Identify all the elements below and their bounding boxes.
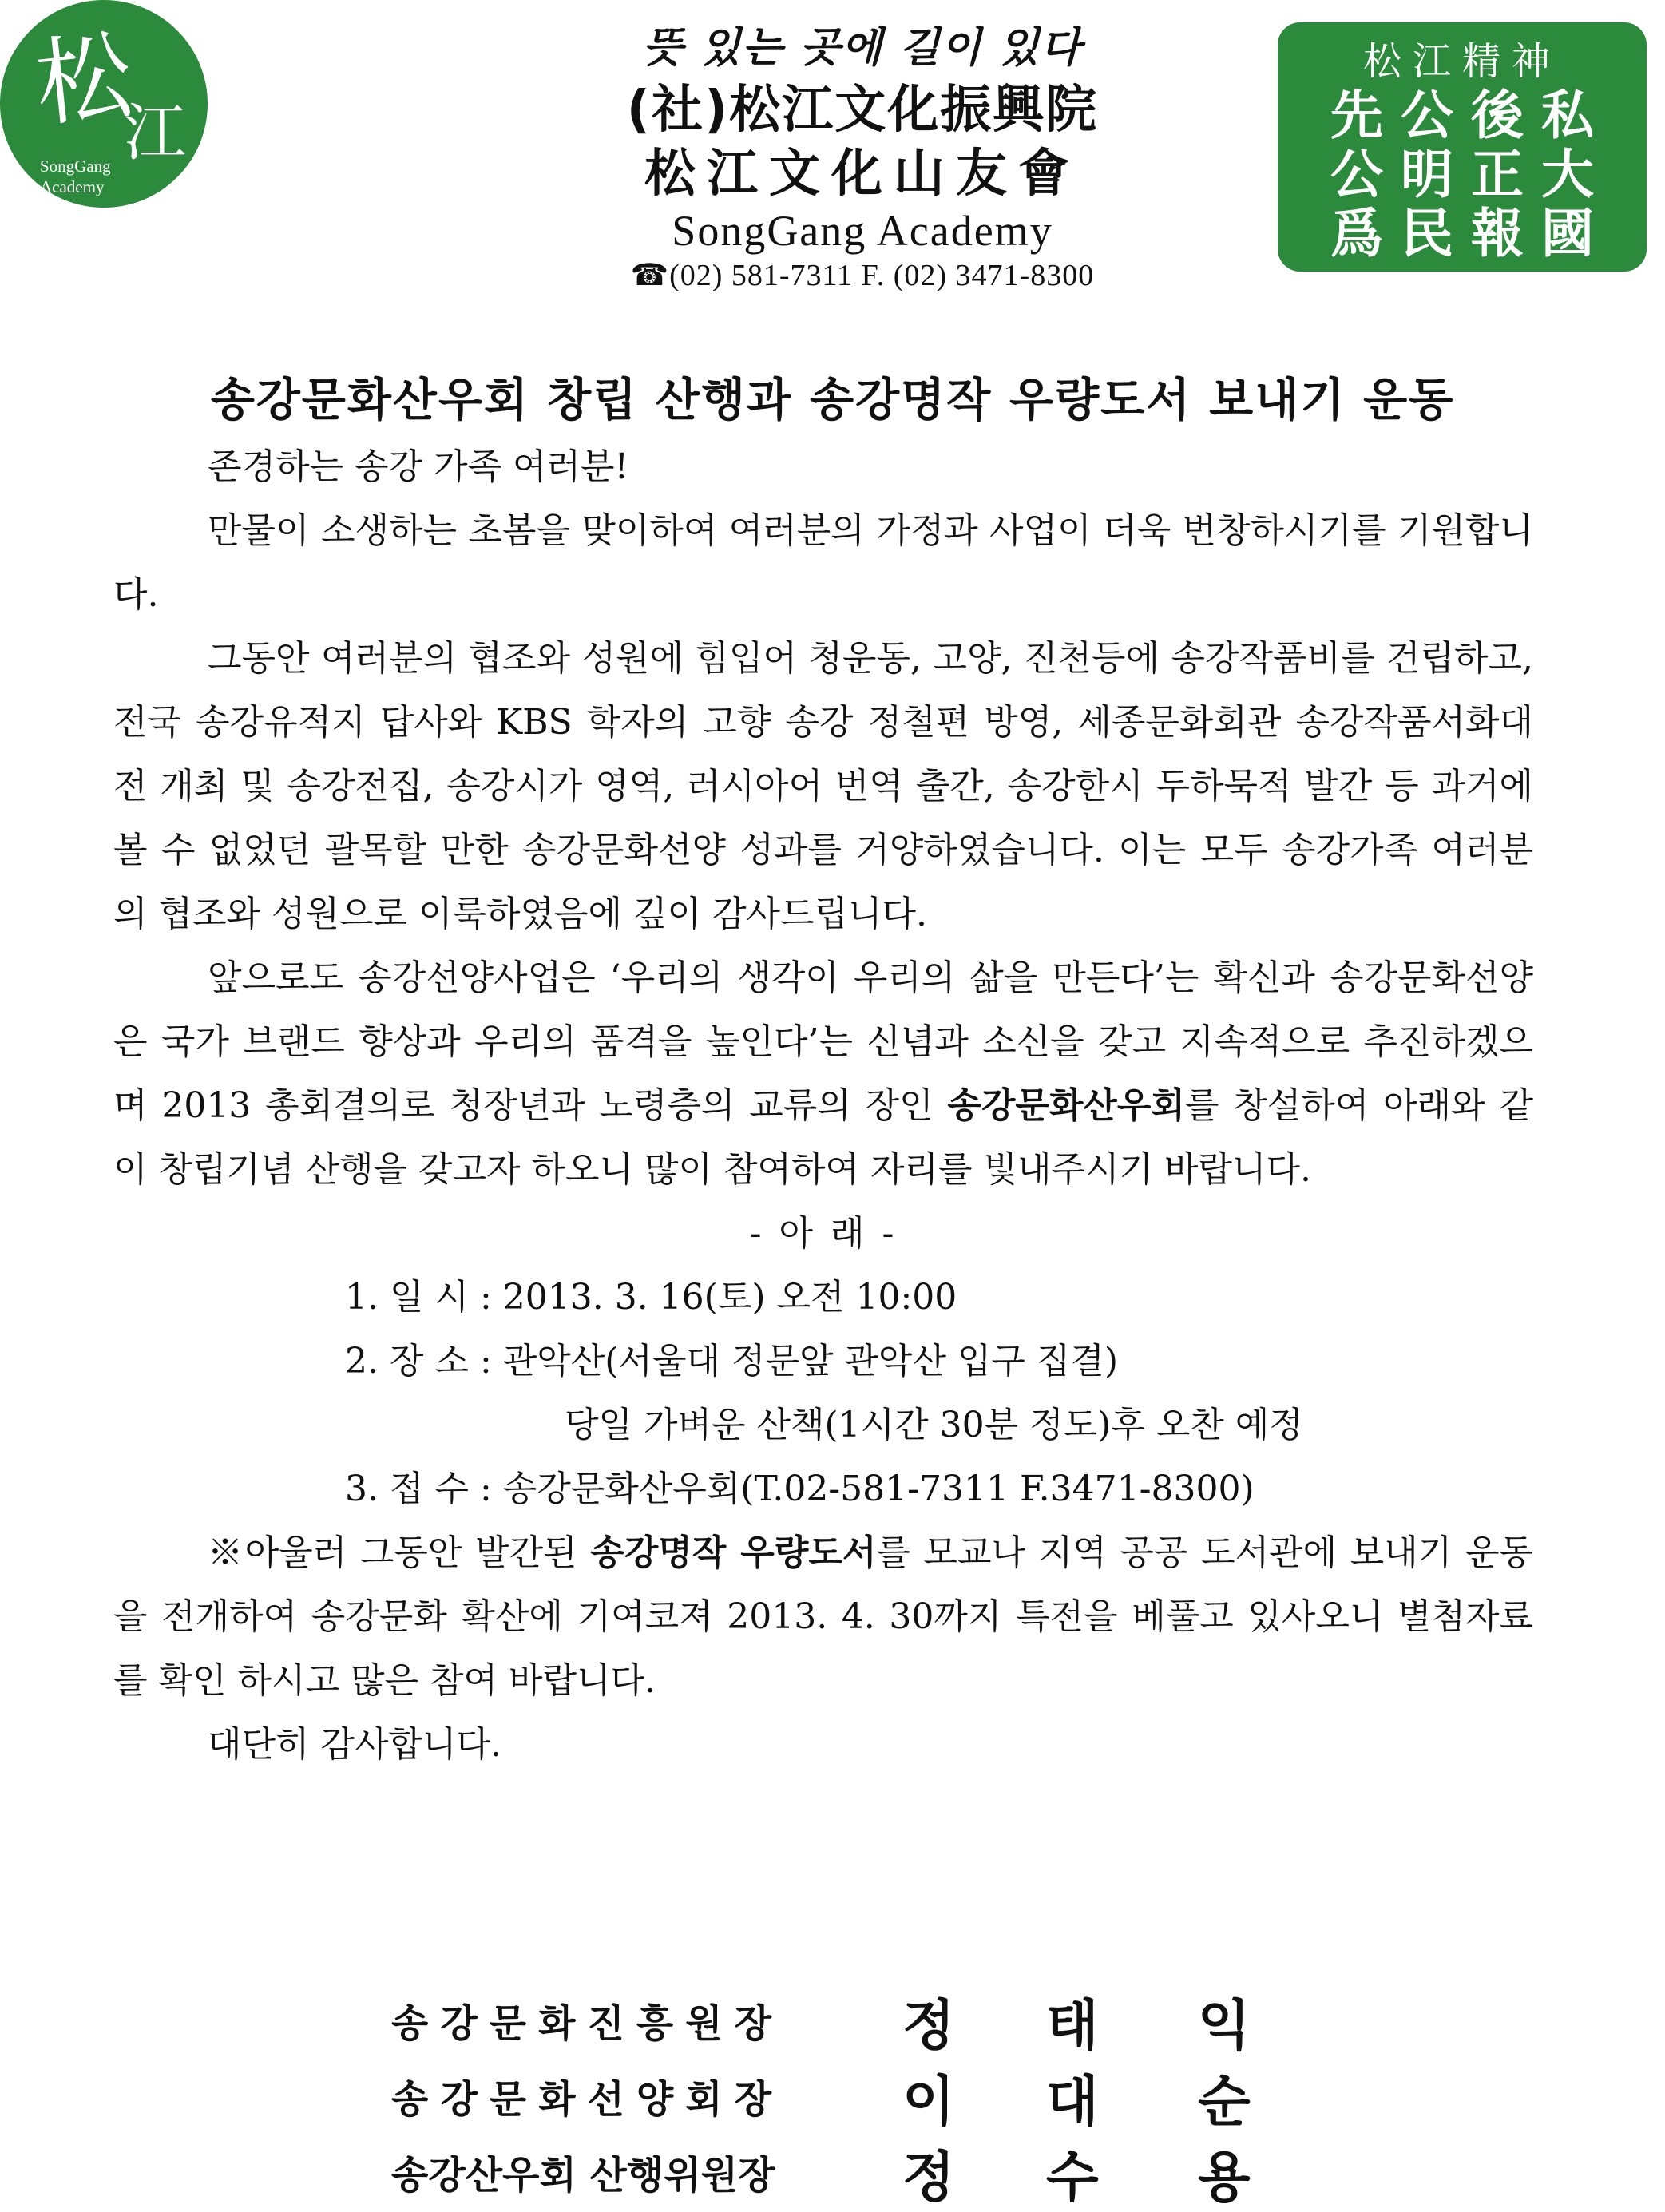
logo-calligraphy-main: 松	[30, 21, 131, 141]
organization-name: (社)松江文化振興院	[626, 81, 1099, 140]
note-paragraph	[113, 1521, 1533, 1713]
motto-title: 松江精神	[1362, 39, 1561, 84]
signature-name-char: 정	[902, 2147, 955, 2210]
logo-calligraphy-small: 江	[124, 97, 187, 169]
signature-name-char: 순	[1198, 2071, 1251, 2134]
signature-name-char: 태	[1046, 1995, 1099, 2058]
logo-text-line1: SongGang	[40, 157, 111, 176]
motto-line: 爲民報國	[1330, 203, 1611, 264]
signature-role: 송강산우회 산행위원장	[391, 2153, 775, 2198]
signature-role: 송강문화선양회장	[391, 2077, 783, 2122]
detail-item-place: 2. 장 소 : 관악산(서울대 정문앞 관악산 입구 집결)	[345, 1341, 1119, 1382]
signature-name-char: 수	[1046, 2147, 1099, 2210]
paragraph	[113, 946, 1533, 1202]
highlighted-org-name: 송강문화산우회	[947, 1085, 1185, 1126]
closing: 대단히 감사합니다.	[208, 1724, 502, 1765]
signature-name-char: 익	[1198, 1995, 1251, 2058]
detail-item-place-note: 당일 가벼운 산책(1시간 30분 정도)후 오찬 예정	[565, 1405, 1303, 1445]
note-text: 를 모교나 지역 공공 도서관에 보내기 운동을 전개하여 송강문화 확산에 기여코져 2013. 4. 30까지 특전을 베풀고 있사오니 별첨자료를 확인 하시고 많은 참여 바랍니다.	[113, 1532, 1533, 1701]
contact-info: ☎(02) 581-7311 F. (02) 3471-8300	[630, 259, 1095, 292]
paragraph: 만물이 소생하는 초봄을 맞이하여 여러분의 가정과 사업이 더욱 번창하시기를 기원합니다.	[113, 510, 1533, 615]
paragraph-text: 를 창설하여 아래와 같이 창립기념 산행을 갖고자 하오니 많이 참여하여 자리를 빛내주시기 바랍니다.	[113, 1085, 1533, 1190]
paragraph-text: 앞으로도 송강선양사업은 ‘우리의 생각이 우리의 삶을 만든다’는 확신과 송강문화선양은 국가 브랜드 향상과 우리의 품격을 높인다’는 신념과 소신을 갖고 지속적으로 추진하겠으며 2013 총회결의로 청장년과 노령층의 교류의 장인	[113, 957, 1533, 1126]
detail-item-registration: 3. 접 수 : 송강문화산우회(T.02-581-7311 F.3471-8300)	[345, 1469, 1255, 1509]
letter-body	[113, 435, 1533, 1777]
signature-line	[391, 2144, 1270, 2208]
motto-line: 公明正大	[1330, 144, 1611, 205]
english-name: SongGang Academy	[672, 207, 1053, 255]
signature-line	[391, 2068, 1270, 2132]
logo-text-line2: Academy	[40, 177, 105, 196]
below-heading: - 아 래 -	[749, 1213, 898, 1254]
letterhead	[431, 18, 1294, 295]
greeting: 존경하는 송강 가족 여러분!	[208, 446, 629, 487]
signature-name-char: 정	[902, 1995, 955, 2058]
motto-line: 先公後私	[1330, 85, 1611, 146]
signature-name-char: 대	[1046, 2071, 1099, 2134]
signature-name-char: 용	[1198, 2147, 1251, 2210]
signature-line	[391, 1992, 1270, 2056]
detail-item-date: 1. 일 시 : 2013. 3. 16(토) 오전 10:00	[345, 1277, 957, 1318]
sub-organization-name: 松江文化山友會	[644, 145, 1080, 204]
songgang-logo	[0, 0, 208, 208]
signature-name-char: 이	[902, 2071, 955, 2134]
paragraph: 그동안 여러분의 협조와 성원에 힘입어 청운동, 고양, 진천등에 송강작품비를 건립하고, 전국 송강유적지 답사와 KBS 학자의 고향 송강 정철편 방영, 세종문화회관 송강작품서화대전 개최 및 송강전집, 송강시가 영역, 러시아어 번역 출간, 송강한시 두하묵적 발간 등 과거에 볼 수 없었던 괄목할 만한 송강문화선양 성과를 거양하였습니다. 이는 모두 송강가족 여러분의 협조와 성원으로 이룩하였음에 깊이 감사드립니다.	[113, 638, 1534, 934]
slogan: 뜻 있는 곳에 길이 있다	[642, 24, 1083, 72]
highlighted-books: 송강명작 우량도서	[590, 1532, 877, 1573]
document-title: 송강문화산우회 창립 산행과 송강명작 우량도서 보내기 운동	[210, 374, 1455, 426]
signature-role: 송강문화진흥원장	[391, 2001, 783, 2046]
note-text: ※아울러 그동안 발간된	[208, 1532, 591, 1573]
spirit-motto-box	[1278, 22, 1647, 272]
